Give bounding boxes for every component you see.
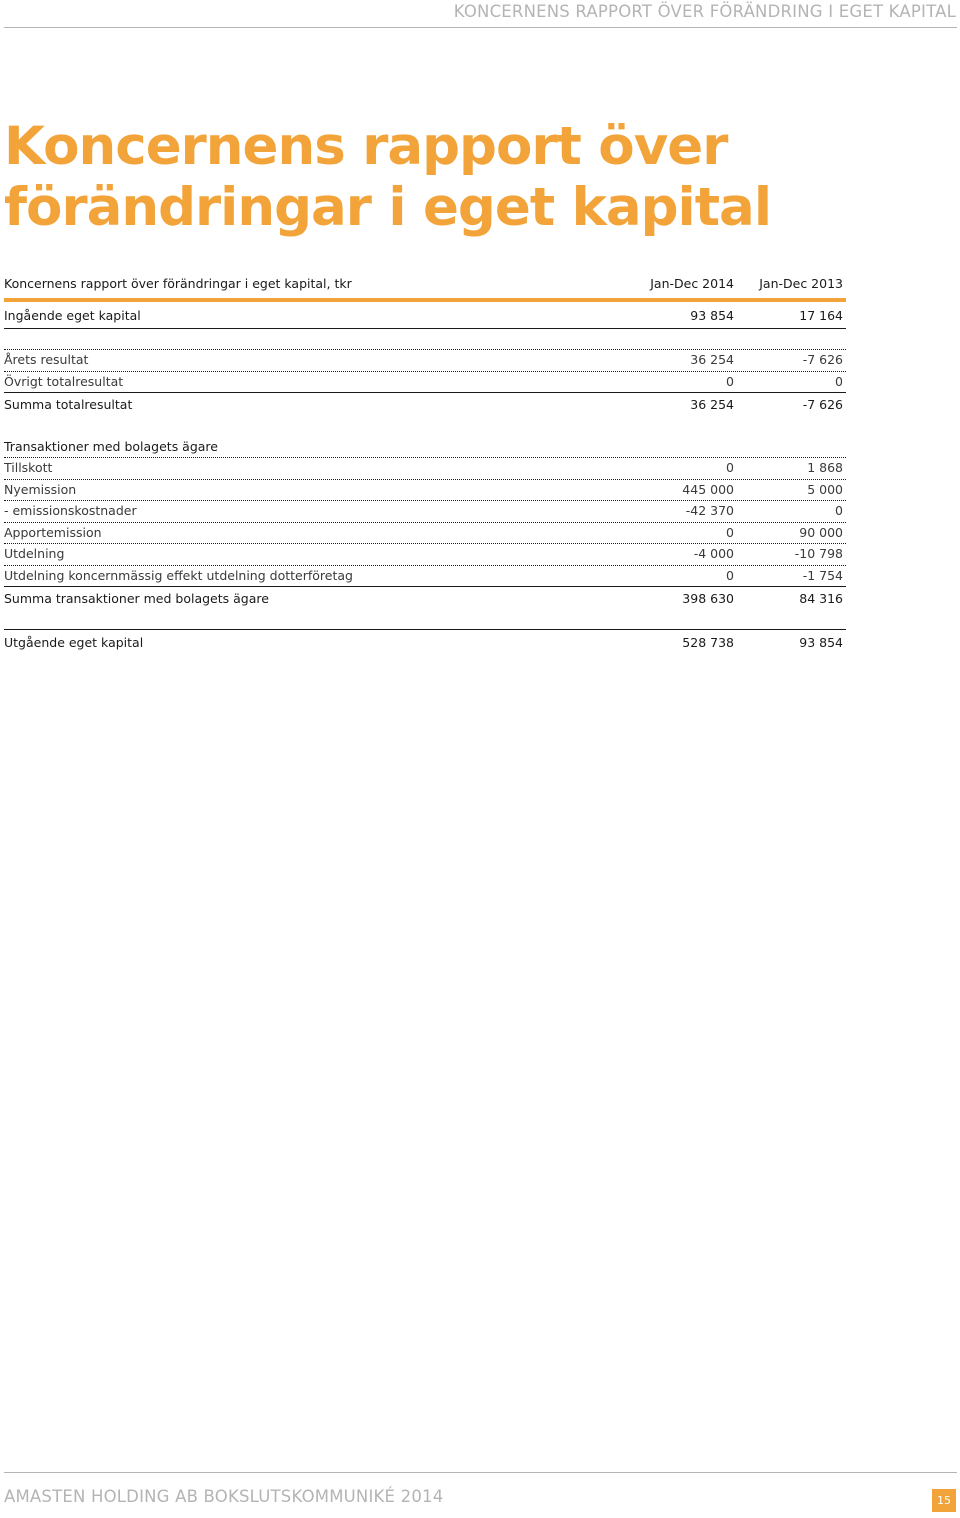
footer-text: AMASTEN HOLDING AB BOKSLUTSKOMMUNIKÉ 2014 bbox=[4, 1487, 444, 1506]
total-comprehensive-income-row bbox=[4, 393, 846, 417]
value-2013: -7 626 bbox=[802, 397, 843, 412]
row-label: Nyemission bbox=[4, 481, 77, 497]
row-label: Utgående eget kapital bbox=[4, 635, 144, 650]
row-label: Ingående eget kapital bbox=[4, 308, 141, 323]
row-label: Tillskott bbox=[4, 460, 53, 475]
value-2014: 398 630 bbox=[682, 591, 734, 606]
table-row bbox=[4, 458, 846, 480]
page-title bbox=[4, 116, 904, 238]
page-number: 15 bbox=[932, 1489, 956, 1512]
row-label: Utdelning koncernmässig effekt utdelning dotterföretag bbox=[4, 567, 353, 583]
row-label: - emissionskostnader bbox=[4, 503, 137, 518]
table-row bbox=[4, 372, 846, 394]
table-row bbox=[4, 480, 846, 502]
value-2013: 5 000 bbox=[807, 481, 843, 497]
column-header-2013: Jan-Dec 2013 bbox=[759, 276, 843, 291]
column-header-2014: Jan-Dec 2014 bbox=[650, 276, 734, 291]
table-heading: Koncernens rapport över förändringar i eget kapital, tkr bbox=[4, 276, 352, 291]
value-2014: 0 bbox=[726, 524, 734, 540]
page-title-line-1: Koncernens rapport över bbox=[4, 116, 728, 177]
value-2013: 90 000 bbox=[799, 524, 843, 540]
table-row bbox=[4, 349, 846, 372]
value-2014: 36 254 bbox=[690, 352, 734, 367]
row-label: Övrigt totalresultat bbox=[4, 373, 124, 389]
value-2013: 84 316 bbox=[799, 591, 843, 606]
value-2014: 36 254 bbox=[690, 397, 734, 412]
section-heading-row bbox=[4, 435, 846, 458]
value-2014: -42 370 bbox=[685, 503, 734, 518]
value-2013: 1 868 bbox=[807, 460, 843, 475]
page-title-line-2: förändringar i eget kapital bbox=[4, 177, 771, 238]
row-label: Summa totalresultat bbox=[4, 397, 133, 412]
header-divider bbox=[4, 27, 957, 28]
value-2013: 17 164 bbox=[799, 308, 843, 323]
value-2014: 445 000 bbox=[682, 481, 734, 497]
row-label: Årets resultat bbox=[4, 352, 89, 367]
total-transactions-row bbox=[4, 587, 846, 611]
spacer bbox=[4, 417, 846, 435]
value-2014: 93 854 bbox=[690, 308, 734, 323]
row-label: Utdelning bbox=[4, 546, 65, 561]
spacer bbox=[4, 329, 846, 349]
footer-divider bbox=[4, 1472, 957, 1473]
value-2014: 528 738 bbox=[682, 635, 734, 650]
running-head: KONCERNENS RAPPORT ÖVER FÖRÄNDRING I EGET KAPITAL bbox=[453, 2, 956, 21]
closing-equity-row bbox=[4, 629, 846, 654]
opening-equity-row bbox=[4, 302, 846, 329]
row-label: Summa transaktioner med bolagets ägare bbox=[4, 591, 269, 606]
value-2013: -10 798 bbox=[794, 546, 843, 561]
table-header-row bbox=[4, 270, 846, 302]
table-row bbox=[4, 566, 846, 588]
table-row bbox=[4, 523, 846, 545]
value-2014: -4 000 bbox=[693, 546, 734, 561]
value-2014: 0 bbox=[726, 460, 734, 475]
value-2014: 0 bbox=[726, 373, 734, 389]
table-row bbox=[4, 501, 846, 523]
value-2013: -1 754 bbox=[802, 567, 843, 583]
value-2013: 0 bbox=[835, 503, 843, 518]
equity-statement-table bbox=[4, 270, 846, 654]
spacer bbox=[4, 611, 846, 629]
section-heading: Transaktioner med bolagets ägare bbox=[4, 439, 218, 454]
value-2013: 93 854 bbox=[799, 635, 843, 650]
table-row bbox=[4, 544, 846, 566]
value-2014: 0 bbox=[726, 567, 734, 583]
row-label: Apportemission bbox=[4, 524, 102, 540]
value-2013: -7 626 bbox=[802, 352, 843, 367]
value-2013: 0 bbox=[835, 373, 843, 389]
